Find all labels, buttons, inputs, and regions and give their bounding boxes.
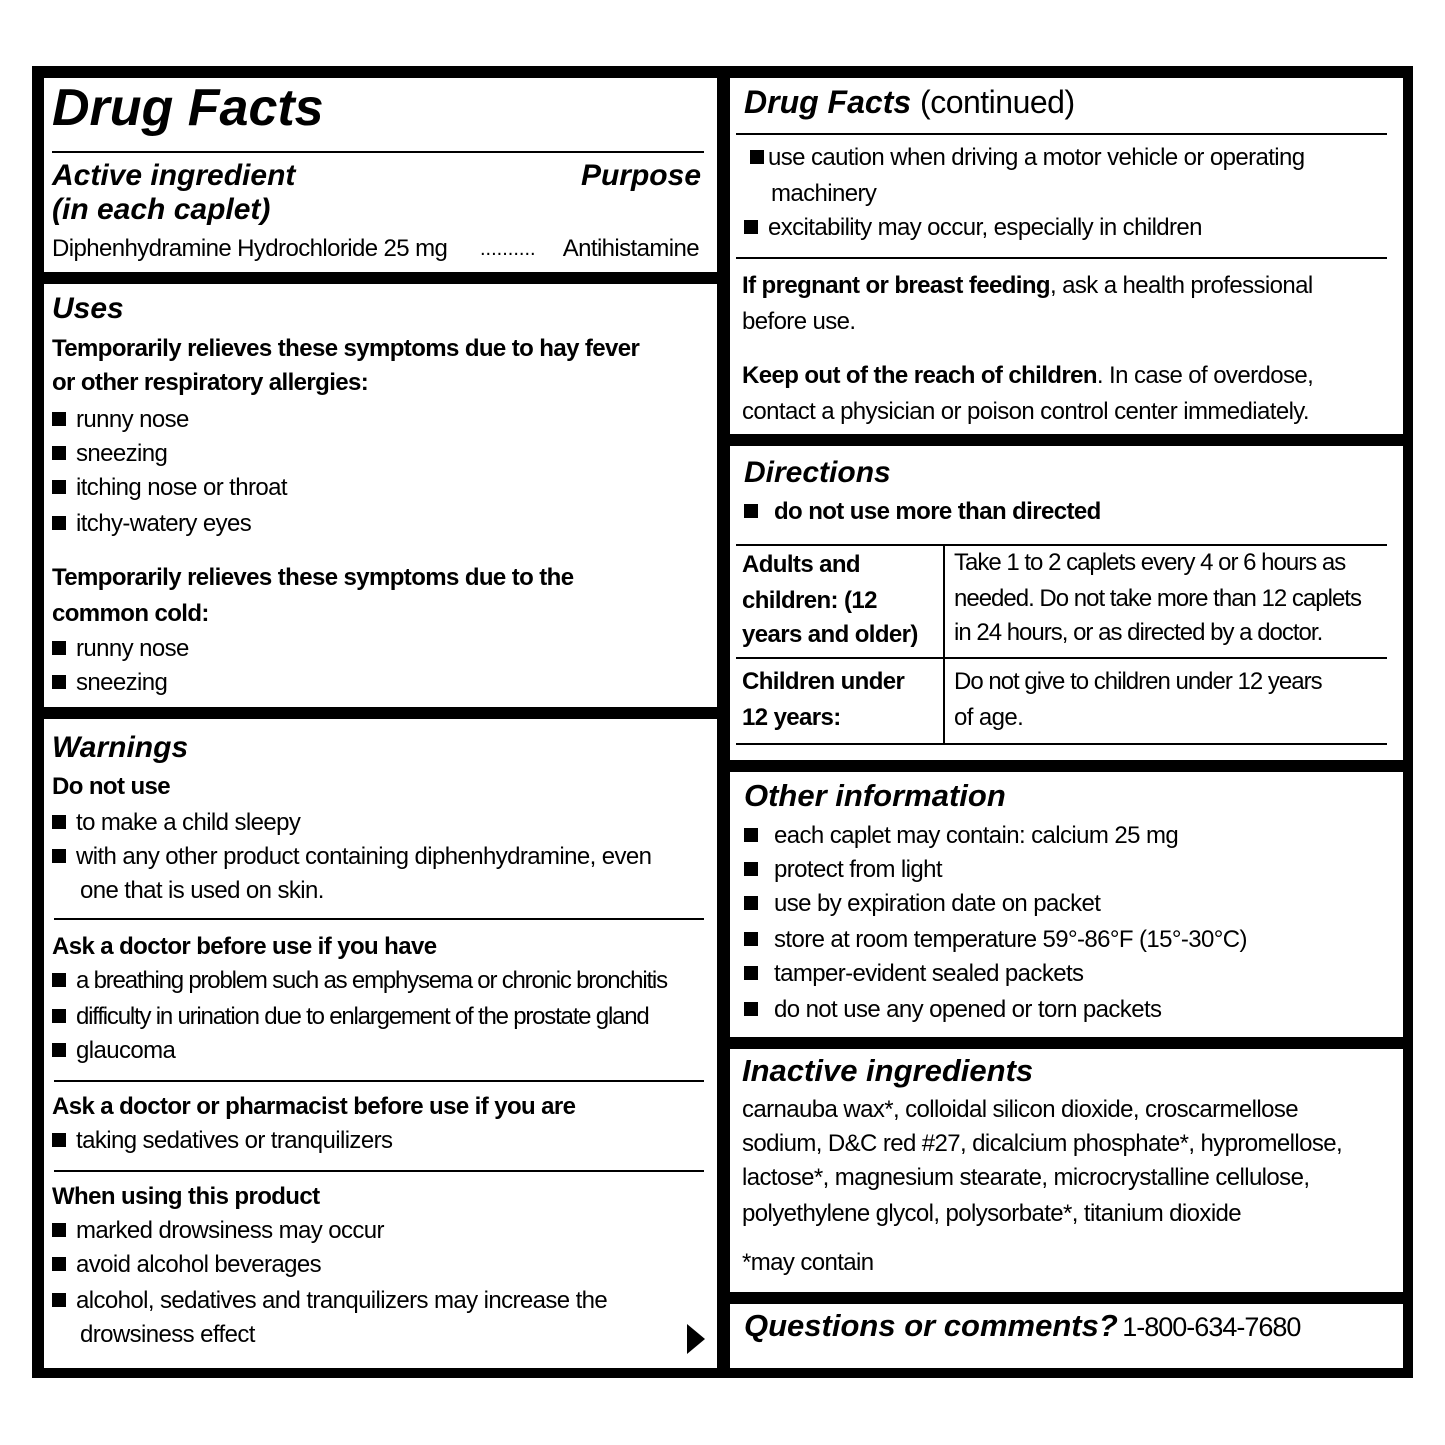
- active-ingredient-heading: Active ingredient: [52, 159, 296, 192]
- ask-doctor-heading: Ask a doctor before use if you have: [52, 933, 437, 960]
- list-item: glaucoma: [52, 1034, 175, 1068]
- divider: [54, 1170, 704, 1172]
- uses-title: Uses: [52, 292, 124, 325]
- bullet-icon: [52, 849, 66, 863]
- list-item: use by expiration date on packet: [744, 887, 1100, 921]
- bullet-icon: [52, 1009, 66, 1023]
- uses-intro-cold: Temporarily relieves these symptoms due to the: [52, 564, 574, 591]
- list-item: avoid alcohol beverages: [52, 1248, 321, 1282]
- directions-box: Directions do not use more than directed Adults and children: (12 years and older) Take 1 to 2 caplets every 4 or 6 hours as needed. Do not take more than 12 caplets in 24 hours, or as directed by a doctor. Children under 12 years: Do not give to children under 12 years of age.: [730, 446, 1403, 760]
- list-item: sneezing: [52, 666, 167, 700]
- table-bottom-rule: [736, 743, 1387, 745]
- other-information-box: [730, 772, 1403, 1037]
- active-ingredient-name: Diphenhydramine Hydrochloride 25 mg: [52, 235, 448, 262]
- other-information-title: Other information: [744, 778, 1006, 813]
- warnings-title: Warnings: [52, 731, 189, 764]
- list-item: a breathing problem such as emphysema or chronic bronchitis: [52, 964, 667, 998]
- bullet-icon: [52, 480, 66, 494]
- list-item: tamper-evident sealed packets: [744, 957, 1083, 991]
- do-not-use-heading: Do not use: [52, 773, 170, 800]
- bullet-icon: [52, 1043, 66, 1057]
- directions-title: Directions: [744, 456, 891, 489]
- inactive-ingredients-title: Inactive ingredients: [742, 1053, 1034, 1088]
- list-item: do not use more than directed: [744, 495, 1101, 529]
- continued-title: Drug Facts (continued): [744, 84, 1075, 120]
- questions-box: [730, 1304, 1403, 1368]
- uses-intro-allergies: Temporarily relieves these symptoms due to hay fever: [52, 335, 640, 362]
- list-item: use caution when driving a motor vehicle or operating: [750, 141, 1305, 175]
- table-row-rule: [736, 657, 1387, 659]
- list-item: runny nose: [52, 632, 189, 666]
- list-item: do not use any opened or torn packets: [744, 993, 1161, 1027]
- bullet-icon: [52, 412, 66, 426]
- bullet-icon: [750, 150, 764, 164]
- bullet-icon: [744, 504, 758, 518]
- bullet-icon: [744, 862, 758, 876]
- bullet-icon: [52, 1257, 66, 1271]
- bullet-icon: [52, 641, 66, 655]
- leader-dots: ..........: [480, 238, 536, 260]
- inactive-ingredients-line: sodium, D&C red #27, dicalcium phosphate*, hypromellose,: [742, 1130, 1343, 1157]
- uses-intro-allergies-cont: or other respiratory allergies:: [52, 369, 369, 396]
- uses-intro-cold-cont: common cold:: [52, 600, 209, 627]
- list-item: each caplet may contain: calcium 25 mg: [744, 819, 1178, 853]
- list-item-continuation: machinery: [771, 180, 877, 207]
- bullet-icon: [52, 516, 66, 530]
- bullet-icon: [744, 896, 758, 910]
- purpose-value: Antihistamine: [562, 235, 699, 262]
- list-item: itchy-watery eyes: [52, 507, 251, 541]
- questions-label: Questions or comments?: [744, 1308, 1118, 1343]
- bullet-icon: [744, 966, 758, 980]
- page-title: Drug Facts: [52, 79, 324, 137]
- list-item: alcohol, sedatives and tranquilizers may increase the: [52, 1284, 607, 1318]
- bullet-icon: [744, 828, 758, 842]
- bullet-icon: [52, 675, 66, 689]
- list-item-continuation: drowsiness effect: [80, 1321, 255, 1348]
- inactive-ingredients-line: lactose*, magnesium stearate, microcrystalline cellulose,: [742, 1164, 1310, 1191]
- list-item: sneezing: [52, 437, 167, 471]
- bullet-icon: [52, 1133, 66, 1147]
- phone-number: 1-800-634-7680: [1122, 1312, 1301, 1342]
- list-item: taking sedatives or tranquilizers: [52, 1124, 392, 1158]
- pregnancy-warning-cont: before use.: [742, 308, 856, 335]
- questions-line: [744, 1306, 1300, 1352]
- ask-pharmacist-heading: Ask a doctor or pharmacist before use if you are: [52, 1093, 576, 1120]
- list-item: with any other product containing diphenhydramine, even: [52, 840, 651, 874]
- list-item: store at room temperature 59°-86°F (15°-30°C): [744, 923, 1247, 957]
- bullet-icon: [52, 446, 66, 460]
- list-item: excitability may occur, especially in children: [744, 211, 1202, 245]
- when-using-heading: When using this product: [52, 1183, 320, 1210]
- drug-facts-continued-box: [730, 78, 1403, 434]
- list-item: protect from light: [744, 853, 942, 887]
- keep-out-of-reach: Keep out of the reach of children. In case of overdose,: [742, 362, 1314, 389]
- list-item: marked drowsiness may occur: [52, 1214, 384, 1248]
- inactive-ingredients-box: [730, 1049, 1403, 1292]
- divider: [54, 918, 704, 920]
- bullet-icon: [52, 973, 66, 987]
- bullet-icon: [52, 1223, 66, 1237]
- bullet-icon: [744, 220, 758, 234]
- pregnancy-warning: If pregnant or breast feeding, ask a health professional: [742, 272, 1313, 299]
- table-column-divider: [943, 544, 945, 744]
- bullet-icon: [52, 1293, 66, 1307]
- continue-arrow-icon: [687, 1324, 707, 1354]
- keep-out-of-reach-cont: contact a physician or poison control center immediately.: [742, 398, 1309, 425]
- list-item: to make a child sleepy: [52, 806, 300, 840]
- divider: [52, 151, 704, 153]
- drug-facts-header-box: [44, 78, 717, 272]
- inactive-footnote: *may contain: [742, 1249, 874, 1276]
- inactive-ingredients-line: polyethylene glycol, polysorbate*, titanium dioxide: [742, 1200, 1242, 1227]
- warnings-box: [44, 719, 717, 1368]
- uses-box: [44, 284, 717, 707]
- divider: [54, 1080, 704, 1082]
- divider: [736, 133, 1387, 135]
- inactive-ingredients-line: carnauba wax*, colloidal silicon dioxide, croscarmellose: [742, 1096, 1299, 1123]
- bullet-icon: [52, 815, 66, 829]
- purpose-heading: Purpose: [580, 159, 701, 192]
- list-item-continuation: one that is used on skin.: [80, 877, 324, 904]
- active-ingredient-subheading: (in each caplet): [52, 193, 271, 226]
- bullet-icon: [744, 932, 758, 946]
- list-item: itching nose or throat: [52, 471, 287, 505]
- list-item: runny nose: [52, 403, 189, 437]
- divider: [736, 257, 1387, 259]
- list-item: difficulty in urination due to enlargement of the prostate gland: [52, 1000, 649, 1034]
- bullet-icon: [744, 1002, 758, 1016]
